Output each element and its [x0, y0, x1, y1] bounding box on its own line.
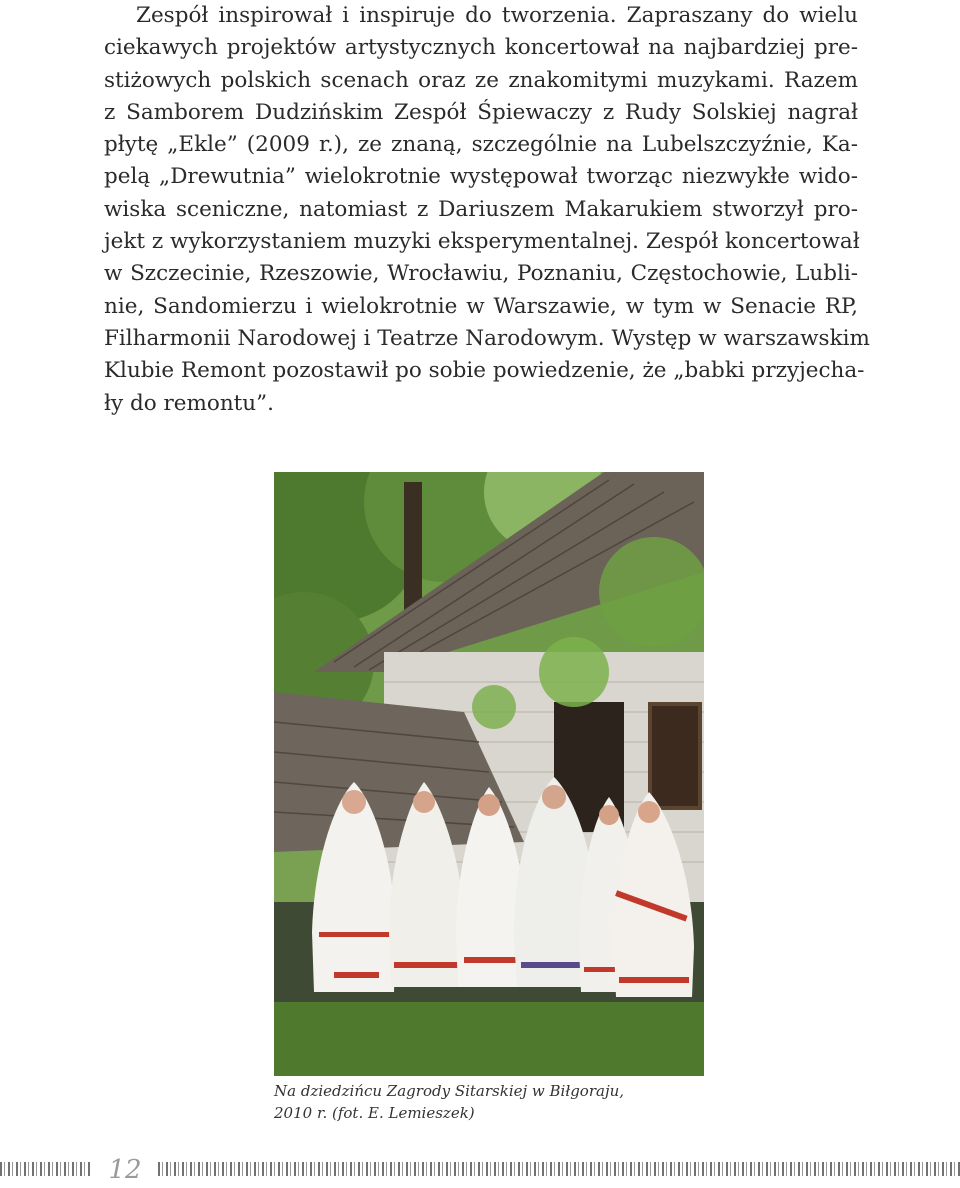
text-line: stiżowych polskich scenach oraz ze znakomitymi muzykami. Razem	[104, 67, 858, 93]
page-number: 12	[108, 1155, 142, 1185]
photo-illustration	[274, 472, 704, 1076]
text-line: Filharmonii Narodowej i Teatrze Narodowym. Występ w warszawskim	[104, 325, 870, 351]
caption-line: 2010 r. (fot. E. Lemieszek)	[274, 1104, 475, 1122]
text-line: płytę „Ekle” (2009 r.), ze znaną, szczególnie na Lubelszczyźnie, Ka-	[104, 132, 858, 158]
decorative-border	[158, 1162, 960, 1176]
text-line: Klubie Remont pozostawił po sobie powiedzenie, że „babki przyjecha-	[104, 358, 865, 384]
decorative-border	[0, 1162, 92, 1176]
text-line: w Szczecinie, Rzeszowie, Wrocławiu, Poznaniu, Częstochowie, Lubli-	[104, 261, 858, 287]
text-line: wiska sceniczne, natomiast z Dariuszem Makarukiem stworzył pro-	[104, 196, 858, 222]
text-line: Zespół inspirował i inspiruje do tworzenia. Zapraszany do wielu	[136, 3, 858, 28]
text-line: nie, Sandomierzu i wielokrotnie w Warszawie, w tym w Senacie RP,	[104, 293, 858, 319]
text-line: jekt z wykorzystaniem muzyki eksperymentalnej. Zespół koncertował	[104, 229, 860, 255]
photo-caption	[274, 1080, 714, 1124]
body-text	[104, 0, 870, 420]
text-line: z Samborem Dudzińskim Zespół Śpiewaczy z Rudy Solskiej nagrał	[104, 99, 858, 125]
text-line: ciekawych projektów artystycznych koncertował na najbardziej pre-	[104, 35, 858, 61]
photo-folk-group	[274, 472, 704, 1076]
text-line: ły do remontu”.	[104, 390, 274, 416]
text-line: pelą „Drewutnia” wielokrotnie występował tworząc niezwykłe wido-	[104, 164, 858, 190]
page-footer	[0, 1152, 960, 1188]
caption-line: Na dziedzińcu Zagrody Sitarskiej w Biłgoraju,	[274, 1082, 625, 1100]
